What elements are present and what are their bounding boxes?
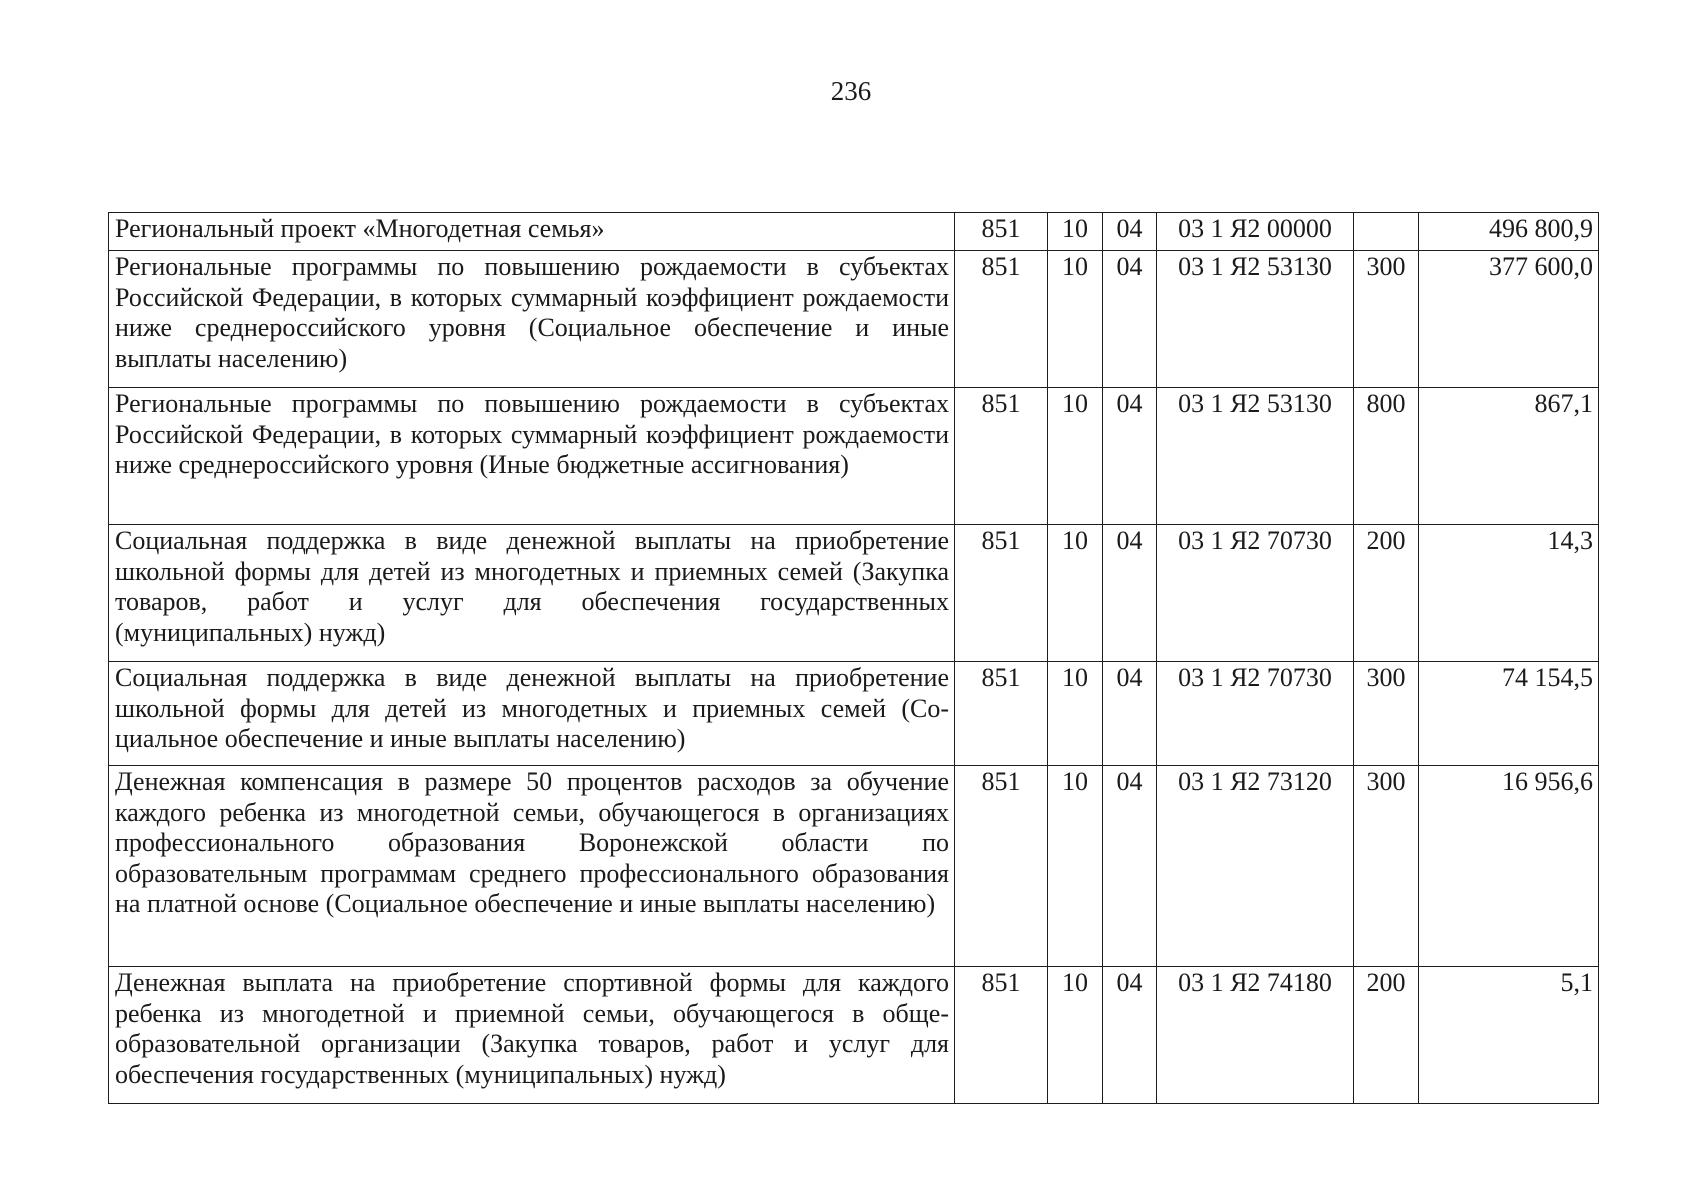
row-target-article: 03 1 Я2 70730 [1157, 525, 1354, 662]
row-expense-type: 300 [1354, 766, 1419, 967]
row-subsection-code: 04 [1103, 766, 1157, 967]
row-expense-type: 800 [1354, 388, 1419, 525]
row-section-code: 10 [1048, 388, 1103, 525]
row-description: Социальная поддержка в виде денежной выплаты на приобретение школьной формы для детей из многодетных и приемных семей (Социальное обеспечение и иные выплаты населению) [109, 662, 955, 766]
row-description: Региональные программы по повышению рождаемости в субъектах Российской Федерации, в которых суммарный коэффициент рождаемости ниже среднероссийского уровня (Социальное обеспечение и иные выплаты населению) [109, 251, 955, 388]
row-section-code: 10 [1048, 766, 1103, 967]
row-ved-code: 851 [955, 766, 1048, 967]
row-target-article: 03 1 Я2 53130 [1157, 388, 1354, 525]
table-row [109, 251, 1599, 388]
row-amount: 5,1 [1419, 967, 1599, 1104]
row-target-article: 03 1 Я2 73120 [1157, 766, 1354, 967]
table-row [109, 525, 1599, 662]
row-amount: 496 800,9 [1419, 213, 1599, 251]
table-row [109, 388, 1599, 525]
row-ved-code: 851 [955, 967, 1048, 1104]
row-description: Денежная выплата на приобретение спортивной формы для каждого ребенка из многодетной и приемной семьи, обучающегося в общеобразовательной организации (Закупка товаров, работ и услуг для обеспечения государственных (муниципальных) нужд) [109, 967, 955, 1104]
row-target-article: 03 1 Я2 00000 [1157, 213, 1354, 251]
row-section-code: 10 [1048, 662, 1103, 766]
budget-table [108, 212, 1599, 1104]
row-expense-type: 300 [1354, 662, 1419, 766]
row-target-article: 03 1 Я2 53130 [1157, 251, 1354, 388]
row-section-code: 10 [1048, 213, 1103, 251]
row-expense-type [1354, 213, 1419, 251]
row-subsection-code: 04 [1103, 662, 1157, 766]
row-expense-type: 300 [1354, 251, 1419, 388]
row-section-code: 10 [1048, 525, 1103, 662]
row-ved-code: 851 [955, 662, 1048, 766]
row-subsection-code: 04 [1103, 525, 1157, 662]
row-amount: 867,1 [1419, 388, 1599, 525]
row-ved-code: 851 [955, 213, 1048, 251]
table-row [109, 662, 1599, 766]
row-section-code: 10 [1048, 251, 1103, 388]
row-subsection-code: 04 [1103, 213, 1157, 251]
row-expense-type: 200 [1354, 967, 1419, 1104]
row-description: Социальная поддержка в виде денежной выплаты на приобретение школьной формы для детей из многодетных и приемных семей (Закупка товаров, работ и услуг для обеспечения государственных (муниципальных) нужд) [109, 525, 955, 662]
table-row [109, 766, 1599, 967]
row-section-code: 10 [1048, 967, 1103, 1104]
row-amount: 14,3 [1419, 525, 1599, 662]
row-description: Денежная компенсация в размере 50 процентов расходов за обучение каждого ребенка из многодетной семьи, обучающегося в организациях профессионального образования Воронежской области по образовательным программам среднего профессионального образования на платной основе (Социальное обеспечение и иные выплаты населению) [109, 766, 955, 967]
row-amount: 74 154,5 [1419, 662, 1599, 766]
row-description: Региональный проект «Многодетная семья» [109, 213, 955, 251]
table-row [109, 213, 1599, 251]
row-expense-type: 200 [1354, 525, 1419, 662]
row-amount: 16 956,6 [1419, 766, 1599, 967]
row-target-article: 03 1 Я2 74180 [1157, 967, 1354, 1104]
page-number: 236 [830, 76, 872, 106]
row-subsection-code: 04 [1103, 251, 1157, 388]
row-ved-code: 851 [955, 525, 1048, 662]
row-target-article: 03 1 Я2 70730 [1157, 662, 1354, 766]
row-amount: 377 600,0 [1419, 251, 1599, 388]
row-ved-code: 851 [955, 251, 1048, 388]
row-subsection-code: 04 [1103, 967, 1157, 1104]
table-row [109, 967, 1599, 1104]
row-ved-code: 851 [955, 388, 1048, 525]
row-description: Региональные программы по повышению рождаемости в субъектах Российской Федерации, в которых суммарный коэффициент рождаемости ниже среднероссийского уровня (Иные бюджетные ассигнования) [109, 388, 955, 525]
row-subsection-code: 04 [1103, 388, 1157, 525]
